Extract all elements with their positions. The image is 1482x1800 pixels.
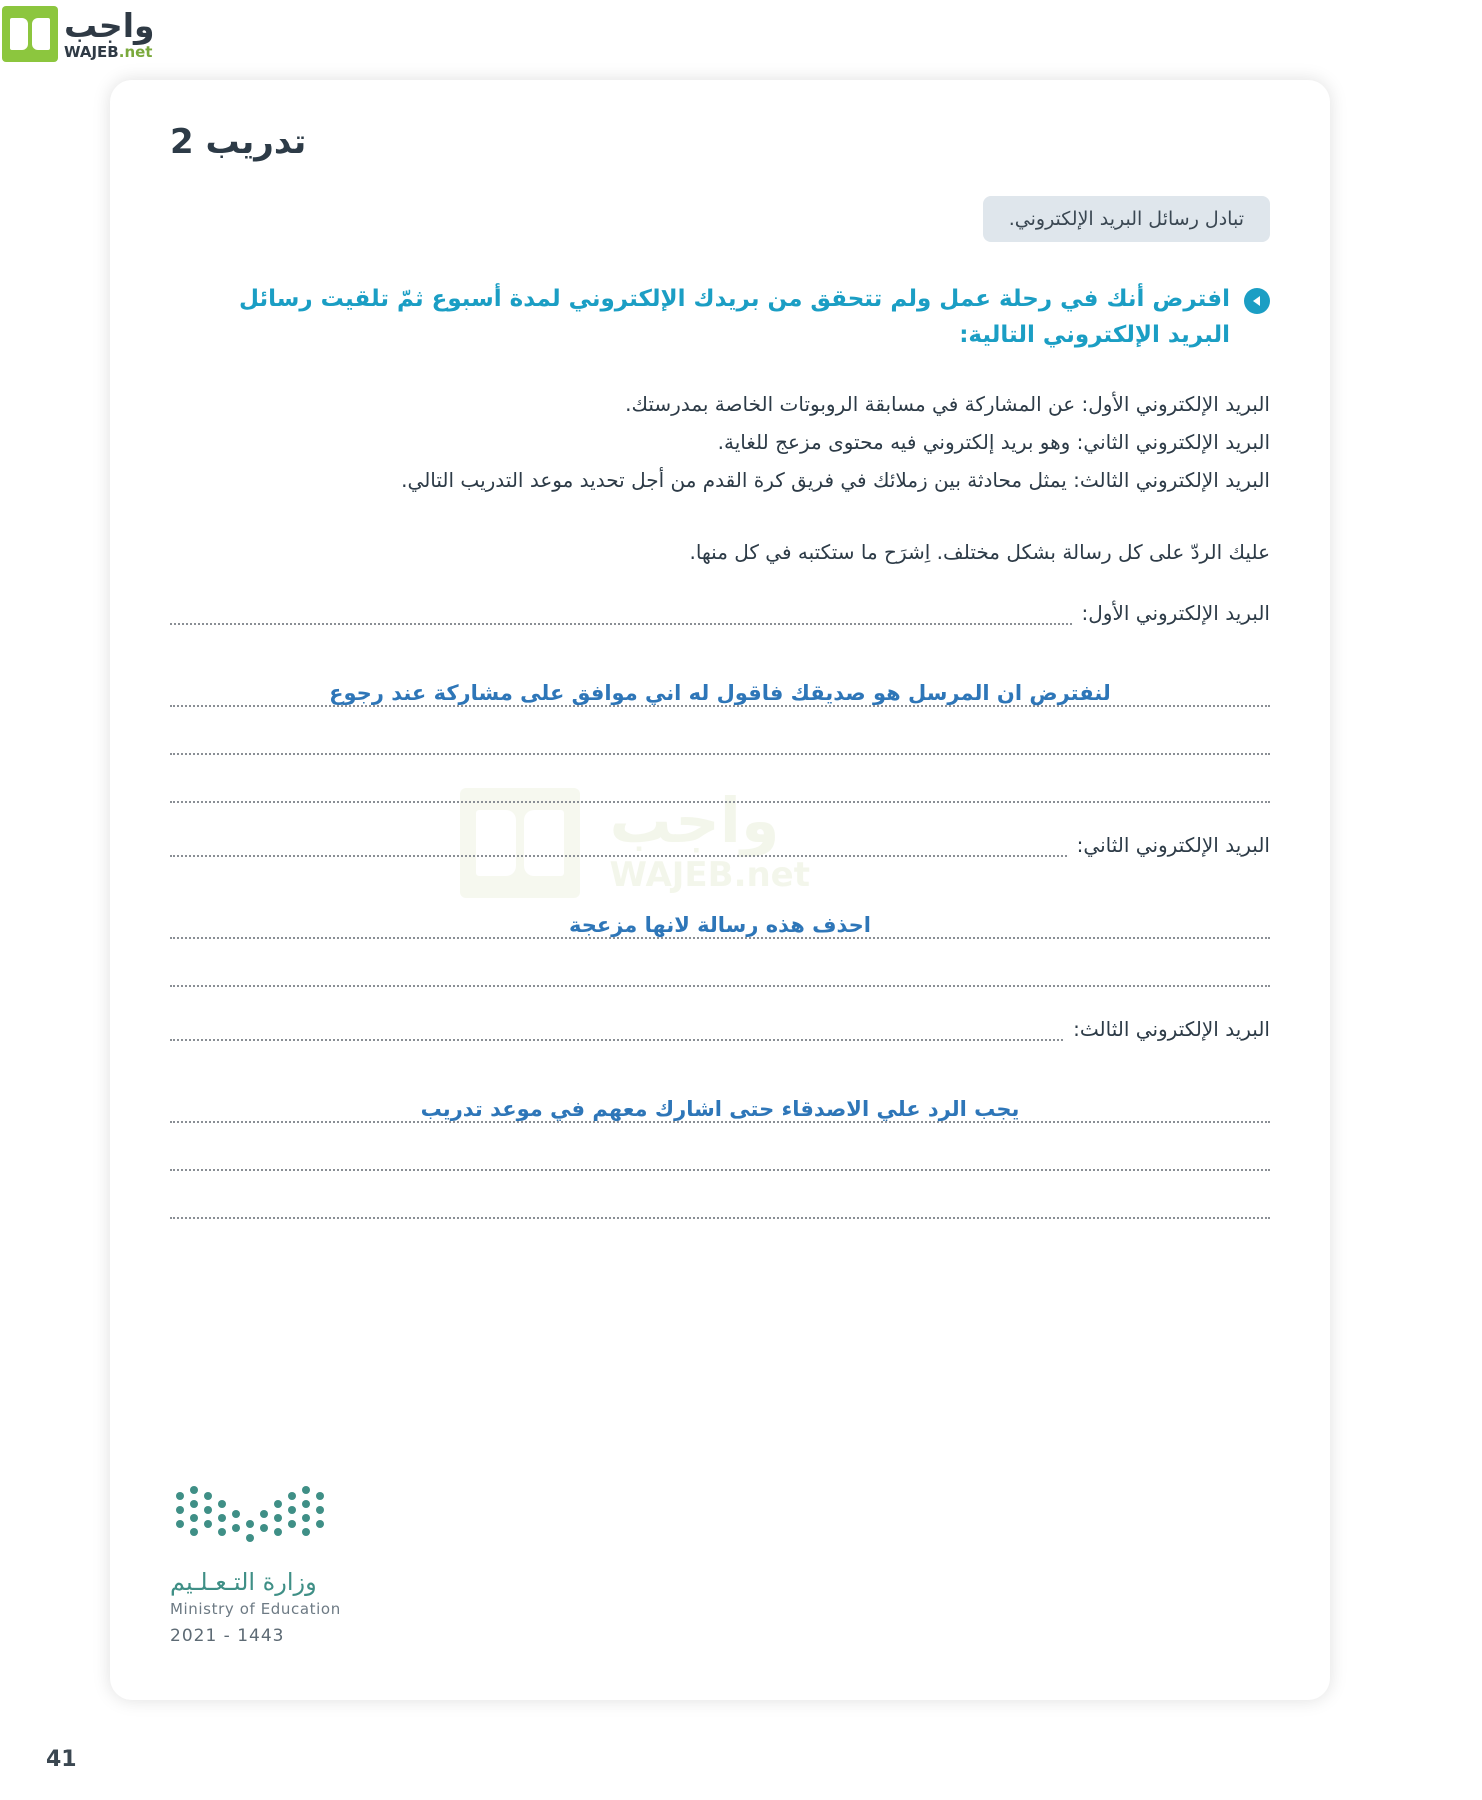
- brand-text: [58, 5, 165, 64]
- answer-label-1: البريد الإلكتروني الأول:: [1081, 601, 1270, 626]
- watermark-arabic: واجب: [609, 784, 780, 857]
- answer-input-2[interactable]: [170, 895, 1270, 939]
- answer-underline-1: [170, 705, 1270, 707]
- ministry-name-arabic: وزارة التـعـلـيم: [170, 1568, 317, 1596]
- body-line-2: البريد الإلكتروني الثاني: وهو بريد إلكتروني فيه محتوى مزعج للغاية.: [717, 430, 1270, 455]
- answer-label-row-1: [170, 601, 1270, 625]
- answer-label-row-3: [170, 1017, 1270, 1041]
- answer-extra-line-1a[interactable]: [170, 753, 1270, 755]
- answer-label-3: البريد الإلكتروني الثالث:: [1073, 1017, 1270, 1042]
- answer-input-1[interactable]: [170, 663, 1270, 707]
- answer-extra-line-2a[interactable]: [170, 985, 1270, 987]
- answer-underline-3: [170, 1121, 1270, 1123]
- answer-extra-line-1b[interactable]: [170, 801, 1270, 803]
- open-book-icon: [2, 6, 58, 62]
- play-circle-icon: [1244, 288, 1270, 314]
- ministry-footer: [170, 1484, 360, 1646]
- brand-latin-label: [64, 42, 153, 61]
- site-brand: [0, 0, 165, 68]
- ministry-name-english: Ministry of Education: [170, 1600, 341, 1618]
- instruction-text: عليك الردّ على كل رسالة بشكل مختلف. اِشرَح ما ستكتبه في كل منها.: [689, 540, 1270, 565]
- prompt-block: [170, 282, 1270, 353]
- handwriting-answer-1: لنفترض ان المرسل هو صديقك فاقول له اني موافق على مشاركة عند رجوع: [170, 681, 1270, 705]
- answer-extra-line-3b[interactable]: [170, 1217, 1270, 1219]
- answer-underline-2: [170, 937, 1270, 939]
- book-spine: [29, 18, 32, 50]
- handwriting-answer-2: احذف هذه رسالة لانها مزعجة: [170, 913, 1270, 937]
- topic-pill: تبادل رسائل البريد الإلكتروني.: [983, 196, 1270, 242]
- answer-line-3[interactable]: [170, 1027, 1063, 1041]
- prompt-text: افترض أنك في رحلة عمل ولم تتحقق من بريدك الإلكتروني لمدة أسبوع ثمّ تلقيت رسائل البريد الإلكتروني التالية:: [238, 286, 1230, 348]
- brand-arabic-label: واجب: [64, 5, 155, 45]
- spacer: [170, 499, 1270, 533]
- brand-latin-main: WAJEB: [64, 42, 119, 61]
- answer-label-2: البريد الإلكتروني الثاني:: [1076, 833, 1270, 858]
- body-line-3: البريد الإلكتروني الثالث: يمثل محادثة بين زملائك في فريق كرة القدم من أجل تحديد موعد التدريب التالي.: [401, 468, 1270, 493]
- watermark-latin: WAJEB.net: [609, 855, 810, 895]
- worksheet-card: [110, 80, 1330, 1700]
- ministry-year: 2021 - 1443: [170, 1626, 285, 1646]
- answer-line-1[interactable]: [170, 611, 1072, 625]
- page-number: 41: [46, 1747, 77, 1772]
- answer-label-row-2: [170, 833, 1270, 857]
- body-line-1: البريد الإلكتروني الأول: عن المشاركة في مسابقة الروبوتات الخاصة بمدرستك.: [625, 392, 1270, 417]
- handwriting-answer-3: يجب الرد علي الاصدقاء حتى اشارك معهم في موعد تدريب: [170, 1097, 1270, 1121]
- page-title: تدريب 2: [170, 122, 307, 162]
- brand-latin-suffix: .net: [118, 42, 153, 61]
- answer-extra-line-3a[interactable]: [170, 1169, 1270, 1171]
- worksheet-content: [110, 80, 1330, 1700]
- answer-input-3[interactable]: [170, 1079, 1270, 1123]
- saudi-palms-emblem-icon: [170, 1484, 360, 1554]
- answer-line-2[interactable]: [170, 843, 1067, 857]
